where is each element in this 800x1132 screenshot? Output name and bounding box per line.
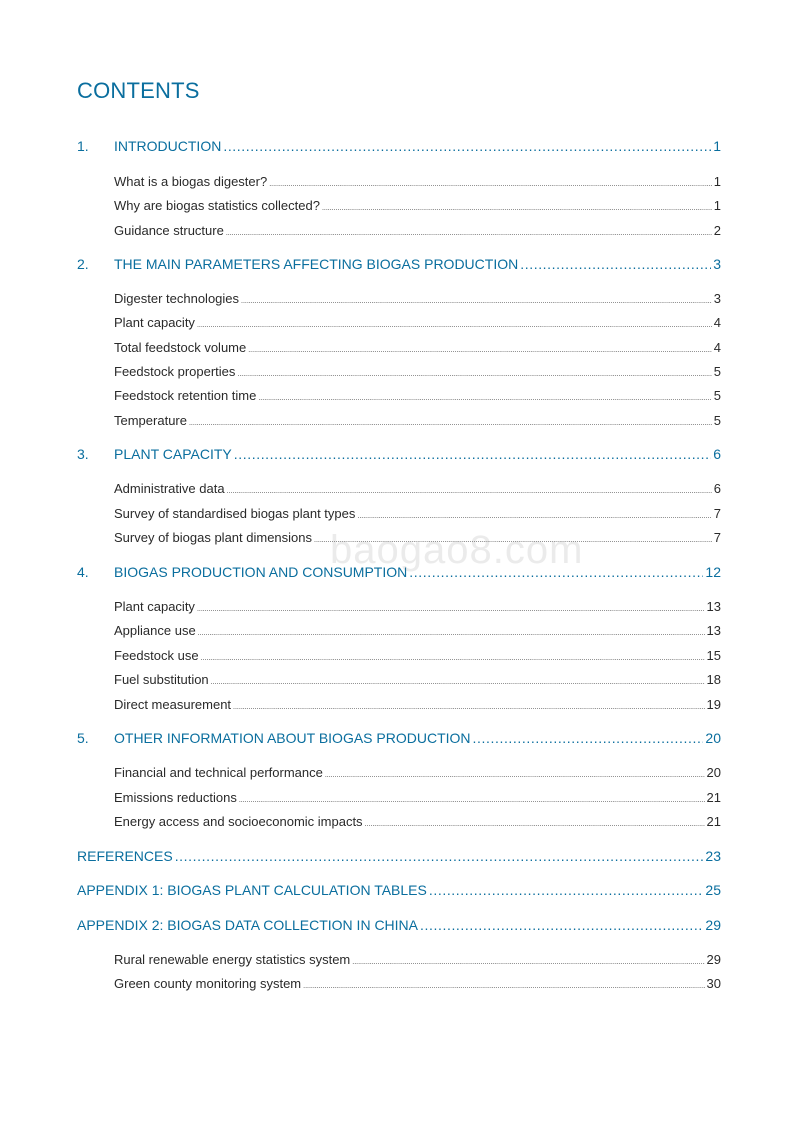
page-number: 23 [705,848,721,864]
page-title: CONTENTS [77,78,200,103]
toc-section-introduction[interactable] [77,138,721,154]
entry-title: Direct measurement [114,697,232,712]
dot-leader [197,606,705,613]
page-number: 5 [713,364,721,379]
toc-entry[interactable] [114,697,721,712]
toc-entry[interactable] [114,174,721,189]
toc-entry[interactable] [114,198,721,213]
entry-title: Financial and technical performance [114,765,323,780]
page-number: 19 [706,697,721,712]
dot-leader [248,347,712,354]
section-title: REFERENCES [77,848,173,864]
page-number: 5 [713,413,721,428]
toc-entry[interactable] [114,340,721,355]
toc-section-appendix-1[interactable] [77,882,721,898]
toc-entry[interactable] [114,315,721,330]
page-number: 2 [713,223,721,238]
page-number: 3 [713,256,721,272]
dot-leader [352,959,704,966]
page-number: 20 [706,765,721,780]
dot-leader [303,983,704,990]
entry-title: Why are biogas statistics collected? [114,198,320,213]
section-number: 1. [77,138,89,154]
page-number: 21 [706,814,721,829]
dot-leader [420,917,703,933]
page-number: 15 [706,648,721,663]
page-number: 20 [705,730,721,746]
dot-leader [473,730,704,746]
dot-leader [201,655,705,662]
page-number: 4 [713,315,721,330]
entry-title: Appliance use [114,623,196,638]
toc-entry[interactable] [114,952,721,967]
dot-leader [197,322,712,329]
entry-title: Plant capacity [114,315,195,330]
dot-leader [189,420,712,427]
section-number: 4. [77,564,89,580]
dot-leader [239,797,705,804]
entry-title: Guidance structure [114,223,224,238]
watermark: baogao8.com [330,528,584,572]
dot-leader [365,821,705,828]
page-number: 12 [705,564,721,580]
toc-entry[interactable] [114,413,721,428]
section-title: PLANT CAPACITY [114,446,232,462]
dot-leader [198,630,705,637]
toc-entry[interactable] [114,481,721,496]
entry-title: Plant capacity [114,599,195,614]
entry-title: Feedstock use [114,648,199,663]
page-number: 7 [713,530,721,545]
section-title: APPENDIX 2: BIOGAS DATA COLLECTION IN CHINA [77,917,419,933]
dot-leader [429,882,704,898]
dot-leader [234,446,711,462]
toc-entry[interactable] [114,364,721,379]
section-title: BIOGAS PRODUCTION AND CONSUMPTION [114,564,408,580]
page-number: 1 [713,174,721,189]
section-number: 5. [77,730,89,746]
entry-title: Survey of standardised biogas plant types [114,506,356,521]
toc-entry[interactable] [114,790,721,805]
page-number: 13 [706,623,721,638]
section-number: 3. [77,446,89,462]
page-number: 7 [713,506,721,521]
toc-entry[interactable] [114,672,721,687]
page-number: 30 [706,976,721,991]
toc-section-main-parameters[interactable] [77,256,721,272]
page-number: 1 [713,198,721,213]
entry-title: Rural renewable energy statistics system [114,952,351,967]
dot-leader [227,488,712,495]
entry-title: Temperature [114,413,187,428]
dot-leader [211,679,705,686]
entry-title: What is a biogas digester? [114,174,268,189]
toc-entry[interactable] [114,223,721,238]
page-number: 5 [713,388,721,403]
entry-title: Energy access and socioeconomic impacts [114,814,363,829]
section-title: INTRODUCTION [114,138,222,154]
toc-entry[interactable] [114,648,721,663]
toc-section-other-information[interactable] [77,730,721,746]
page-number: 4 [713,340,721,355]
toc-section-appendix-2[interactable] [77,917,721,933]
dot-leader [226,230,712,237]
entry-title: Green county monitoring system [114,976,302,991]
entry-title: Administrative data [114,481,225,496]
dot-leader [325,772,705,779]
section-title: THE MAIN PARAMETERS AFFECTING BIOGAS PRODUCTION [114,256,519,272]
dot-leader [175,848,704,864]
entry-title: Digester technologies [114,291,240,306]
entry-title: Fuel substitution [114,672,209,687]
toc-entry[interactable] [114,291,721,306]
toc-entry[interactable] [114,814,721,829]
page-number: 29 [705,917,721,933]
page-number: 29 [706,952,721,967]
dot-leader [520,256,711,272]
dot-leader [322,205,712,212]
page-number: 25 [705,882,721,898]
toc-entry[interactable] [114,506,721,521]
dot-leader [241,298,712,305]
entry-title: Survey of biogas plant dimensions [114,530,313,545]
section-title: APPENDIX 1: BIOGAS PLANT CALCULATION TABLES [77,882,427,898]
toc-entry[interactable] [114,765,721,780]
toc-section-plant-capacity[interactable] [77,446,721,462]
toc-entry[interactable] [114,623,721,638]
dot-leader [237,371,711,378]
page-number: 6 [713,481,721,496]
dot-leader [357,513,711,520]
entry-title: Feedstock retention time [114,388,257,403]
entry-title: Total feedstock volume [114,340,247,355]
page-number: 1 [713,138,721,154]
toc-entry[interactable] [114,599,721,614]
entry-title: Emissions reductions [114,790,237,805]
page-number: 18 [706,672,721,687]
dot-leader [233,704,704,711]
entry-title: Feedstock properties [114,364,236,379]
dot-leader [258,395,711,402]
page-number: 13 [706,599,721,614]
dot-leader [269,181,712,188]
dot-leader [223,138,711,154]
section-number: 2. [77,256,89,272]
toc-section-references[interactable] [77,848,721,864]
page-number: 21 [706,790,721,805]
page-number: 6 [713,446,721,462]
page-number: 3 [713,291,721,306]
toc-entry[interactable] [114,388,721,403]
section-title: OTHER INFORMATION ABOUT BIOGAS PRODUCTION [114,730,471,746]
toc-entry[interactable] [114,976,721,991]
